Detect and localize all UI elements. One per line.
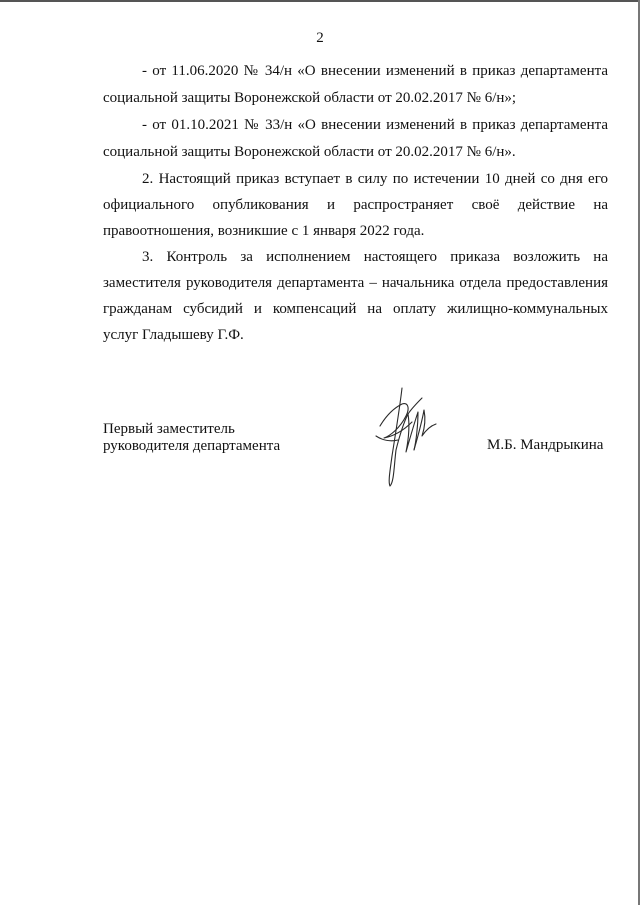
clause-2-line-1: 2. Настоящий приказ вступает в силу по истечении 10 дней со дня его bbox=[142, 171, 608, 187]
signatory-name: М.Б. Мандрыкина bbox=[487, 437, 604, 453]
clause-2-line-3: правоотношения, возникшие с 1 января 2022 года. bbox=[103, 223, 425, 239]
amendment-line-2: социальной защиты Воронежской области от 20.02.2017 № 6/н»; bbox=[103, 90, 517, 106]
amendment-line-1: - от 11.06.2020 № 34/н «О внесении изменений в приказ департамента bbox=[142, 63, 608, 79]
clause-2-line-2: официального опубликования и распространяет своё действие на bbox=[103, 197, 608, 213]
page-number: 2 bbox=[316, 30, 324, 46]
signatory-position-line-1: Первый заместитель bbox=[103, 421, 235, 437]
amendment-line-3: - от 01.10.2021 № 33/н «О внесении изменений в приказ департамента bbox=[142, 117, 608, 133]
clause-3-line-2: заместителя руководителя департамента – начальника отдела предоставления bbox=[103, 275, 608, 291]
clause-3-line-3: гражданам субсидий и компенсаций на оплату жилищно-коммунальных bbox=[103, 301, 608, 317]
signatory-position-line-2: руководителя департамента bbox=[103, 438, 281, 454]
handwritten-signature bbox=[372, 386, 442, 491]
clause-3-line-4: услуг Гладышеву Г.Ф. bbox=[103, 327, 244, 343]
scan-top-border bbox=[0, 0, 640, 2]
clause-3-line-1: 3. Контроль за исполнением настоящего приказа возложить на bbox=[142, 249, 608, 265]
amendment-line-4: социальной защиты Воронежской области от 20.02.2017 № 6/н». bbox=[103, 144, 516, 160]
